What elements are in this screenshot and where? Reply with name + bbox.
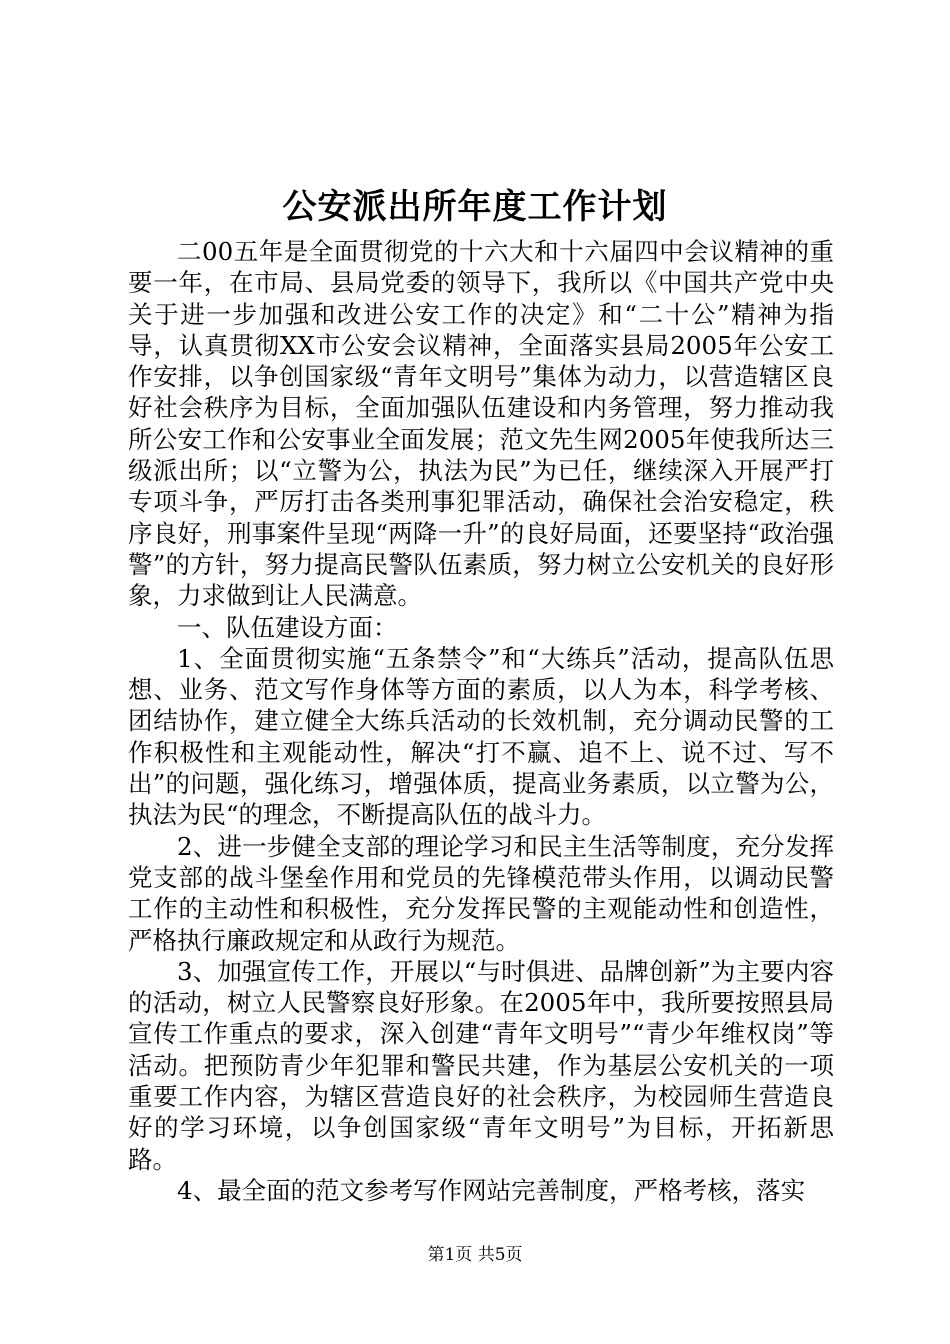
paragraph-intro: 二00五年是全面贯彻党的十六大和十六届四中会议精神的重要一年，在市局、县局党委的领导下，我所以《中国共产党中央关于进一步加强和改进公安工作的决定》和“二十公”精神为指导，认真贯彻XX市公安会议精神，全面落实县局2005年公安工作安排，以争创国家级“青年文明号”集体为动力，以营造辖区良好社会秩序为目标，全面加强队伍建设和内务管理，努力推动我所公安工作和公安事业全面发展；范文先生网2005年使我所达三级派出所；以“立警为公，执法为民”为已任，继续深入开展严打专项斗争，严厉打击各类刑事犯罪活动，确保社会治安稳定，秩序良好，刑事案件呈现“两降一升”的良好局面，还要坚持“政治强警”的方针，努力提高民警队伍素质，努力树立公安机关的良好形象，力求做到让人民满意。 xyxy=(128,237,834,611)
paragraph-item-2: 2、进一步健全支部的理论学习和民主生活等制度，充分发挥党支部的战斗堡垒作用和党员的先锋模范带头作用，以调动民警工作的主动性和积极性，充分发挥民警的主观能动性和创造性，严格执行廉政规定和从政行为规范。 xyxy=(128,831,834,955)
page-number-footer: 第1页 共5页 xyxy=(427,1245,523,1265)
page-title: 公安派出所年度工作计划 xyxy=(282,187,668,227)
document-body xyxy=(128,236,834,1206)
section-heading: 一、队伍建设方面： xyxy=(177,612,398,642)
paragraph-item-3: 3、加强宣传工作，开展以“与时俱进、品牌创新”为主要内容的活动，树立人民警察良好形象。在2005年中，我所要按照县局宣传工作重点的要求，深入创建“青年文明号”“青少年维权岗”等活动。把预防青少年犯罪和警民共建，作为基层公安机关的一项重要工作内容，为辖区营造良好的社会秩序，为校园师生营造良好的学习环境，以争创国家级“青年文明号”为目标，开拓新思路。 xyxy=(128,956,834,1174)
paragraph-item-1: 1、全面贯彻实施“五条禁令”和“大练兵”活动，提高队伍思想、业务、范文写作身体等方面的素质，以人为本，科学考核、团结协作，建立健全大练兵活动的长效机制，充分调动民警的工作积极性和主观能动性，解决“打不赢、追不上、说不过、写不出”的问题，强化练习，增强体质，提高业务素质，以立警为公，执法为民“的理念，不断提高队伍的战斗力。 xyxy=(128,643,834,830)
paragraph-item-4: 4、最全面的范文参考写作网站完善制度，严格考核，落实 xyxy=(177,1175,806,1205)
